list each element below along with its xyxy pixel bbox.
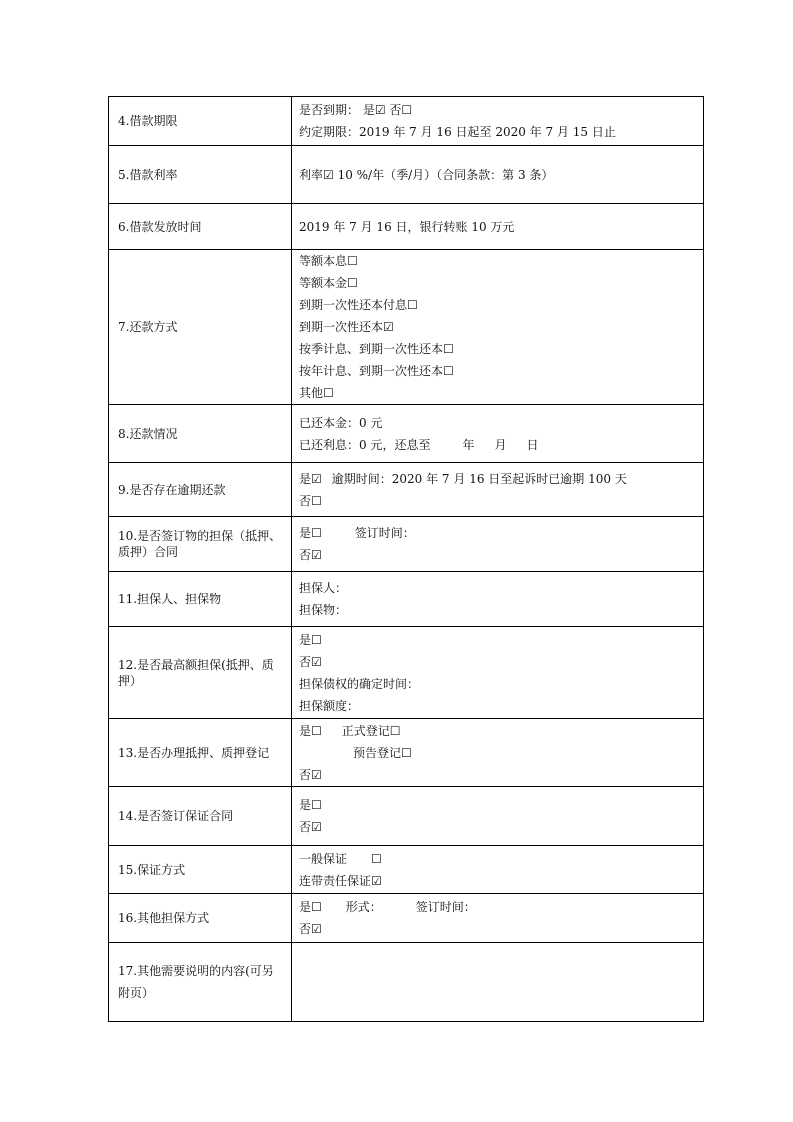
- row-value: [292, 250, 704, 405]
- row-loan-term: [109, 97, 704, 146]
- agreed-term: 约定期限：2019 年 7 月 16 日起至 2020 年 7 月 15 日止: [299, 125, 616, 139]
- guarantee-contract-yes: 是☐: [299, 798, 322, 812]
- row-value: [292, 787, 704, 846]
- other-notes-value: [292, 943, 704, 1022]
- option-lump-sum-with-interest: 到期一次性还本付息☐: [299, 298, 418, 312]
- row-label: 12.是否最高额担保(抵押、质押）: [109, 627, 292, 719]
- option-lump-sum-principal: 到期一次性还本☑: [299, 320, 394, 334]
- row-label: 7.还款方式: [109, 250, 292, 405]
- registration-no: 否☑: [299, 767, 322, 782]
- row-label: 8.还款情况: [109, 405, 292, 463]
- claim-determination-time: 担保债权的确定时间：: [299, 676, 420, 691]
- repaid-interest: 已还利息：0 元，还息至 年 月 日: [299, 437, 539, 452]
- registration-yes: 是☐ 正式登记☐: [299, 723, 401, 738]
- row-value: [292, 894, 704, 943]
- row-label: 9.是否存在逾期还款: [109, 463, 292, 517]
- guarantee-contract-no: 否☑: [299, 820, 322, 834]
- interest-rate-value: 利率☑ 10 %/年（季/月）（合同条款：第 3 条）: [299, 167, 554, 182]
- row-value: [292, 463, 704, 517]
- row-guarantee-type: [109, 846, 704, 894]
- maturity-status: 是否到期： 是☑ 否☐: [299, 103, 413, 117]
- row-label: 17.其他需要说明的内容(可另附页）: [109, 943, 292, 1022]
- overdue-no: 否☐: [299, 493, 322, 508]
- row-value: [292, 846, 704, 894]
- option-quarterly-interest: 按季计息、到期一次性还本☐: [299, 342, 454, 356]
- disbursement-value: 2019 年 7 月 16 日，银行转账 10 万元: [299, 219, 515, 234]
- row-repayment-status: [109, 405, 704, 463]
- row-label: 15.保证方式: [109, 846, 292, 894]
- collateral-item: 担保物：: [299, 603, 348, 617]
- option-equal-principal: 等额本金☐: [299, 276, 358, 290]
- row-collateral-contract: [109, 517, 704, 572]
- row-guarantor: [109, 572, 704, 627]
- guarantor: 担保人：: [299, 581, 348, 595]
- row-interest-rate: [109, 146, 704, 204]
- loan-info-table: [108, 96, 704, 1022]
- row-overdue: [109, 463, 704, 517]
- row-max-guarantee: [109, 627, 704, 719]
- row-registration: [109, 719, 704, 787]
- row-value: [292, 405, 704, 463]
- row-label: 13.是否办理抵押、质押登记: [109, 719, 292, 787]
- row-value: [292, 146, 704, 204]
- row-label: 10.是否签订物的担保（抵押、质押）合同: [109, 517, 292, 572]
- row-label: 16.其他担保方式: [109, 894, 292, 943]
- row-label: 5.借款利率: [109, 146, 292, 204]
- repaid-principal: 已还本金：0 元: [299, 415, 383, 430]
- row-label: 11.担保人、担保物: [109, 572, 292, 627]
- row-value: [292, 719, 704, 787]
- row-other-guarantee: [109, 894, 704, 943]
- max-guarantee-yes: 是☐: [299, 632, 322, 647]
- row-label: 6.借款发放时间: [109, 204, 292, 250]
- collateral-no: 否☑: [299, 548, 322, 562]
- row-value: [292, 204, 704, 250]
- joint-liability-guarantee: 连带责任保证☑: [299, 873, 382, 888]
- max-guarantee-no: 否☑: [299, 654, 322, 669]
- row-value: [292, 627, 704, 719]
- pre-registration: 预告登记☐: [353, 745, 412, 760]
- other-guarantee-no: 否☑: [299, 922, 322, 936]
- collateral-yes: 是☐ 签订时间：: [299, 526, 415, 540]
- row-label: 4.借款期限: [109, 97, 292, 146]
- row-disbursement-time: [109, 204, 704, 250]
- general-guarantee: 一般保证 ☐: [299, 851, 382, 866]
- row-label: 14.是否签订保证合同: [109, 787, 292, 846]
- row-value: [292, 517, 704, 572]
- row-guarantee-contract: [109, 787, 704, 846]
- row-repayment-method: [109, 250, 704, 405]
- row-value: [292, 572, 704, 627]
- row-other-notes: [109, 943, 704, 1022]
- option-other: 其他☐: [299, 386, 334, 400]
- option-equal-installment: 等额本息☐: [299, 254, 358, 268]
- other-guarantee-yes: 是☐ 形式： 签订时间：: [299, 900, 476, 914]
- overdue-yes: 是☑ 逾期时间：2020 年 7 月 16 日至起诉时已逾期 100 天: [299, 471, 627, 486]
- guarantee-amount: 担保额度：: [299, 698, 360, 713]
- option-yearly-interest: 按年计息、到期一次性还本☐: [299, 364, 454, 378]
- row-value: [292, 97, 704, 146]
